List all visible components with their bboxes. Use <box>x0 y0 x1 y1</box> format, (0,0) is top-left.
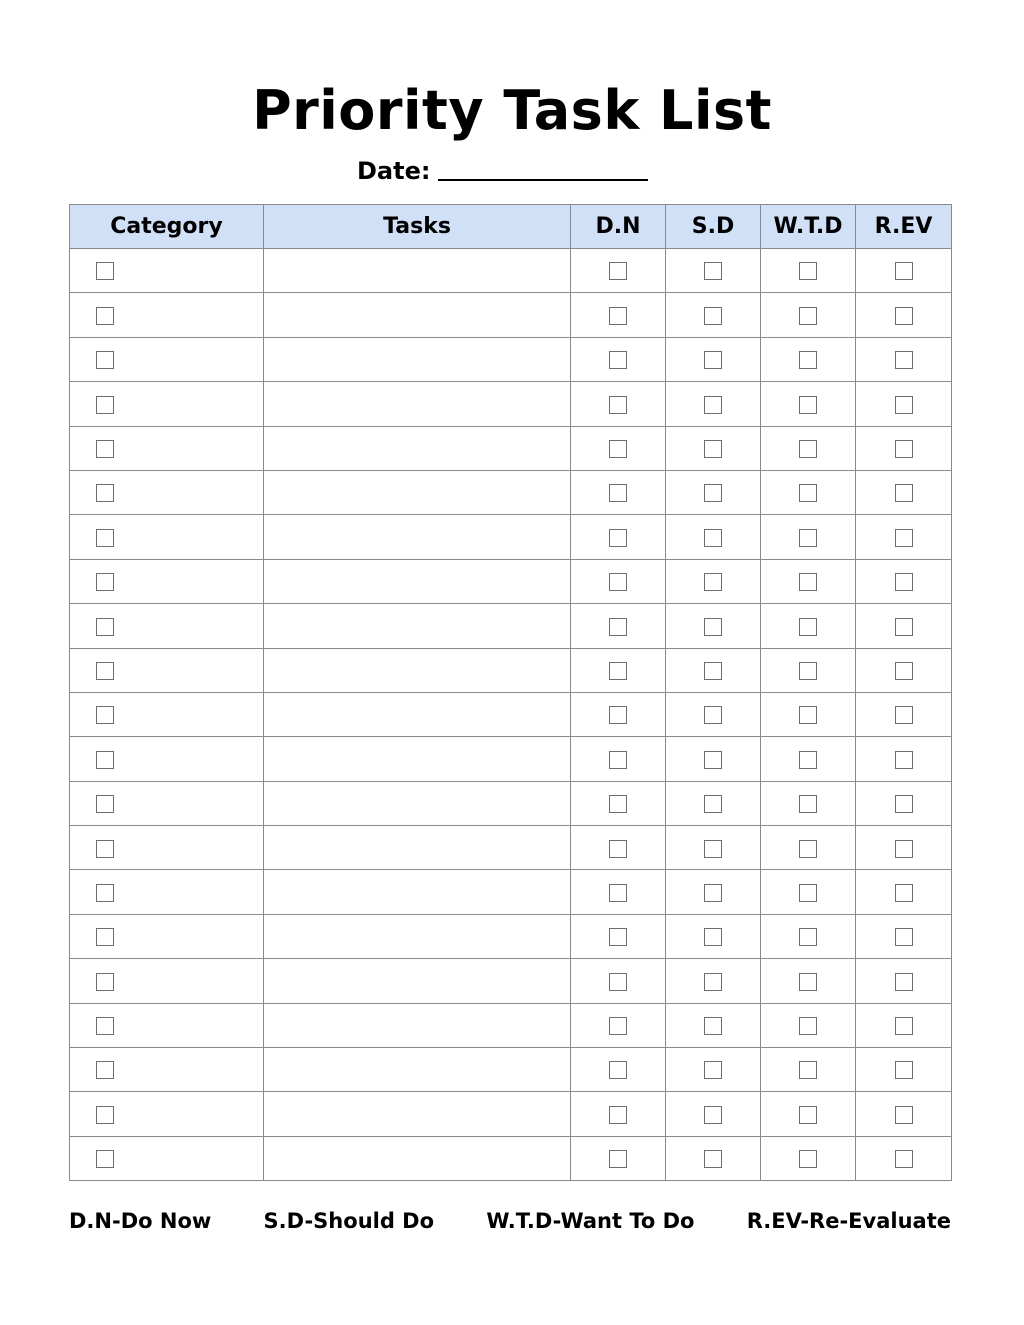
should-do-cell <box>666 337 761 381</box>
should-do-checkbox[interactable] <box>704 884 722 902</box>
do-now-checkbox[interactable] <box>609 795 627 813</box>
date-input-line[interactable] <box>438 179 648 181</box>
should-do-checkbox[interactable] <box>704 840 722 858</box>
category-checkbox[interactable] <box>96 1106 114 1124</box>
category-cell <box>70 1048 264 1092</box>
category-cell <box>70 470 264 514</box>
table-row <box>70 382 952 426</box>
category-cell <box>70 249 264 293</box>
category-checkbox[interactable] <box>96 351 114 369</box>
should-do-cell <box>666 870 761 914</box>
category-cell <box>70 293 264 337</box>
re-evaluate-cell <box>856 870 952 914</box>
header-tasks: Tasks <box>264 205 571 249</box>
re-evaluate-cell <box>856 737 952 781</box>
category-checkbox[interactable] <box>96 484 114 502</box>
table-row <box>70 914 952 958</box>
should-do-cell <box>666 382 761 426</box>
table-row <box>70 249 952 293</box>
category-checkbox[interactable] <box>96 1061 114 1079</box>
should-do-cell <box>666 959 761 1003</box>
should-do-cell <box>666 1092 761 1136</box>
task-cell[interactable] <box>264 1136 571 1180</box>
want-to-do-cell <box>761 1003 856 1047</box>
do-now-checkbox[interactable] <box>609 618 627 636</box>
should-do-checkbox[interactable] <box>704 440 722 458</box>
want-to-do-checkbox[interactable] <box>799 351 817 369</box>
want-to-do-checkbox[interactable] <box>799 795 817 813</box>
should-do-checkbox[interactable] <box>704 1150 722 1168</box>
do-now-cell <box>571 470 666 514</box>
category-cell <box>70 781 264 825</box>
task-cell[interactable] <box>264 293 571 337</box>
category-cell <box>70 959 264 1003</box>
do-now-cell <box>571 1003 666 1047</box>
want-to-do-checkbox[interactable] <box>799 396 817 414</box>
do-now-cell <box>571 426 666 470</box>
category-checkbox[interactable] <box>96 662 114 680</box>
do-now-checkbox[interactable] <box>609 706 627 724</box>
want-to-do-cell <box>761 692 856 736</box>
want-to-do-cell <box>761 781 856 825</box>
task-cell[interactable] <box>264 515 571 559</box>
should-do-cell <box>666 470 761 514</box>
legend <box>69 1206 951 1236</box>
should-do-checkbox[interactable] <box>704 795 722 813</box>
re-evaluate-checkbox[interactable] <box>895 618 913 636</box>
want-to-do-cell <box>761 382 856 426</box>
category-checkbox[interactable] <box>96 884 114 902</box>
task-cell[interactable] <box>264 337 571 381</box>
task-cell[interactable] <box>264 959 571 1003</box>
want-to-do-cell <box>761 470 856 514</box>
should-do-checkbox[interactable] <box>704 396 722 414</box>
header-want-to-do: W.T.D <box>761 205 856 249</box>
should-do-cell <box>666 604 761 648</box>
re-evaluate-checkbox[interactable] <box>895 484 913 502</box>
want-to-do-checkbox[interactable] <box>799 573 817 591</box>
table-row <box>70 870 952 914</box>
want-to-do-checkbox[interactable] <box>799 618 817 636</box>
category-cell <box>70 382 264 426</box>
task-cell[interactable] <box>264 382 571 426</box>
want-to-do-checkbox[interactable] <box>799 307 817 325</box>
task-cell[interactable] <box>264 914 571 958</box>
category-cell <box>70 337 264 381</box>
category-cell <box>70 559 264 603</box>
re-evaluate-cell <box>856 1048 952 1092</box>
do-now-cell <box>571 1092 666 1136</box>
do-now-cell <box>571 737 666 781</box>
re-evaluate-cell <box>856 293 952 337</box>
want-to-do-cell <box>761 826 856 870</box>
table-row <box>70 692 952 736</box>
category-checkbox[interactable] <box>96 1150 114 1168</box>
do-now-cell <box>571 648 666 692</box>
table-row <box>70 470 952 514</box>
task-cell[interactable] <box>264 648 571 692</box>
want-to-do-cell <box>761 426 856 470</box>
page-title: Priority Task List <box>252 79 772 142</box>
task-cell[interactable] <box>264 826 571 870</box>
re-evaluate-checkbox[interactable] <box>895 706 913 724</box>
do-now-cell <box>571 692 666 736</box>
category-cell <box>70 604 264 648</box>
table-row <box>70 515 952 559</box>
should-do-checkbox[interactable] <box>704 1017 722 1035</box>
task-cell[interactable] <box>264 692 571 736</box>
category-cell <box>70 692 264 736</box>
want-to-do-cell <box>761 914 856 958</box>
want-to-do-cell <box>761 604 856 648</box>
re-evaluate-cell <box>856 559 952 603</box>
do-now-checkbox[interactable] <box>609 262 627 280</box>
do-now-checkbox[interactable] <box>609 1150 627 1168</box>
want-to-do-cell <box>761 1136 856 1180</box>
table-row <box>70 1048 952 1092</box>
re-evaluate-cell <box>856 959 952 1003</box>
want-to-do-checkbox[interactable] <box>799 1106 817 1124</box>
want-to-do-cell <box>761 737 856 781</box>
table-row <box>70 648 952 692</box>
re-evaluate-cell <box>856 337 952 381</box>
re-evaluate-cell <box>856 382 952 426</box>
do-now-cell <box>571 959 666 1003</box>
task-cell[interactable] <box>264 1092 571 1136</box>
do-now-cell <box>571 870 666 914</box>
should-do-cell <box>666 648 761 692</box>
table-row <box>70 1092 952 1136</box>
do-now-cell <box>571 515 666 559</box>
category-checkbox[interactable] <box>96 440 114 458</box>
want-to-do-cell <box>761 515 856 559</box>
category-checkbox[interactable] <box>96 840 114 858</box>
want-to-do-checkbox[interactable] <box>799 662 817 680</box>
task-cell[interactable] <box>264 559 571 603</box>
do-now-cell <box>571 559 666 603</box>
re-evaluate-checkbox[interactable] <box>895 928 913 946</box>
should-do-cell <box>666 914 761 958</box>
table-row <box>70 826 952 870</box>
want-to-do-checkbox[interactable] <box>799 1017 817 1035</box>
category-cell <box>70 1003 264 1047</box>
want-to-do-checkbox[interactable] <box>799 440 817 458</box>
table-row <box>70 604 952 648</box>
should-do-cell <box>666 692 761 736</box>
category-cell <box>70 1136 264 1180</box>
task-cell[interactable] <box>264 1003 571 1047</box>
header-should-do: S.D <box>666 205 761 249</box>
header-do-now: D.N <box>571 205 666 249</box>
re-evaluate-cell <box>856 426 952 470</box>
re-evaluate-cell <box>856 1003 952 1047</box>
should-do-checkbox[interactable] <box>704 573 722 591</box>
do-now-checkbox[interactable] <box>609 484 627 502</box>
should-do-checkbox[interactable] <box>704 618 722 636</box>
task-cell[interactable] <box>264 870 571 914</box>
do-now-checkbox[interactable] <box>609 307 627 325</box>
task-table <box>69 204 952 1181</box>
want-to-do-checkbox[interactable] <box>799 928 817 946</box>
should-do-checkbox[interactable] <box>704 1061 722 1079</box>
category-cell <box>70 648 264 692</box>
re-evaluate-checkbox[interactable] <box>895 396 913 414</box>
re-evaluate-cell <box>856 692 952 736</box>
category-checkbox[interactable] <box>96 396 114 414</box>
category-checkbox[interactable] <box>96 706 114 724</box>
should-do-cell <box>666 826 761 870</box>
table-row <box>70 1003 952 1047</box>
do-now-checkbox[interactable] <box>609 573 627 591</box>
table-row <box>70 781 952 825</box>
task-cell[interactable] <box>264 737 571 781</box>
re-evaluate-checkbox[interactable] <box>895 795 913 813</box>
re-evaluate-cell <box>856 515 952 559</box>
want-to-do-cell <box>761 559 856 603</box>
do-now-checkbox[interactable] <box>609 396 627 414</box>
re-evaluate-checkbox[interactable] <box>895 440 913 458</box>
re-evaluate-checkbox[interactable] <box>895 351 913 369</box>
want-to-do-cell <box>761 959 856 1003</box>
table-row <box>70 1136 952 1180</box>
should-do-checkbox[interactable] <box>704 484 722 502</box>
do-now-checkbox[interactable] <box>609 751 627 769</box>
want-to-do-cell <box>761 648 856 692</box>
date-label: Date: <box>357 157 431 185</box>
want-to-do-checkbox[interactable] <box>799 1150 817 1168</box>
re-evaluate-cell <box>856 470 952 514</box>
task-cell[interactable] <box>264 470 571 514</box>
do-now-checkbox[interactable] <box>609 840 627 858</box>
want-to-do-checkbox[interactable] <box>799 751 817 769</box>
should-do-cell <box>666 293 761 337</box>
task-cell[interactable] <box>264 249 571 293</box>
table-row <box>70 737 952 781</box>
should-do-checkbox[interactable] <box>704 307 722 325</box>
task-cell[interactable] <box>264 1048 571 1092</box>
legend-want-to-do: W.T.D-Want To Do <box>486 1209 695 1233</box>
should-do-cell <box>666 515 761 559</box>
want-to-do-checkbox[interactable] <box>799 529 817 547</box>
re-evaluate-checkbox[interactable] <box>895 1017 913 1035</box>
should-do-cell <box>666 249 761 293</box>
task-table-body <box>70 249 952 1181</box>
re-evaluate-cell <box>856 249 952 293</box>
table-row <box>70 293 952 337</box>
re-evaluate-cell <box>856 1136 952 1180</box>
re-evaluate-checkbox[interactable] <box>895 973 913 991</box>
do-now-checkbox[interactable] <box>609 440 627 458</box>
category-checkbox[interactable] <box>96 1017 114 1035</box>
should-do-checkbox[interactable] <box>704 351 722 369</box>
re-evaluate-checkbox[interactable] <box>895 884 913 902</box>
category-cell <box>70 515 264 559</box>
do-now-cell <box>571 293 666 337</box>
should-do-cell <box>666 1048 761 1092</box>
category-cell <box>70 426 264 470</box>
should-do-checkbox[interactable] <box>704 928 722 946</box>
re-evaluate-cell <box>856 781 952 825</box>
legend-re-evaluate: R.EV-Re-Evaluate <box>746 1209 951 1233</box>
re-evaluate-checkbox[interactable] <box>895 1061 913 1079</box>
category-cell <box>70 914 264 958</box>
task-cell[interactable] <box>264 426 571 470</box>
do-now-checkbox[interactable] <box>609 928 627 946</box>
want-to-do-checkbox[interactable] <box>799 262 817 280</box>
should-do-checkbox[interactable] <box>704 1106 722 1124</box>
category-checkbox[interactable] <box>96 529 114 547</box>
table-header-row <box>70 205 952 249</box>
category-cell <box>70 737 264 781</box>
should-do-checkbox[interactable] <box>704 751 722 769</box>
re-evaluate-cell <box>856 1092 952 1136</box>
do-now-cell <box>571 382 666 426</box>
do-now-checkbox[interactable] <box>609 351 627 369</box>
re-evaluate-checkbox[interactable] <box>895 1150 913 1168</box>
should-do-cell <box>666 559 761 603</box>
do-now-checkbox[interactable] <box>609 529 627 547</box>
want-to-do-cell <box>761 293 856 337</box>
re-evaluate-checkbox[interactable] <box>895 662 913 680</box>
want-to-do-checkbox[interactable] <box>799 706 817 724</box>
do-now-cell <box>571 781 666 825</box>
want-to-do-checkbox[interactable] <box>799 840 817 858</box>
should-do-checkbox[interactable] <box>704 662 722 680</box>
re-evaluate-cell <box>856 826 952 870</box>
re-evaluate-checkbox[interactable] <box>895 573 913 591</box>
re-evaluate-checkbox[interactable] <box>895 840 913 858</box>
do-now-checkbox[interactable] <box>609 1061 627 1079</box>
want-to-do-cell <box>761 249 856 293</box>
should-do-cell <box>666 781 761 825</box>
want-to-do-checkbox[interactable] <box>799 884 817 902</box>
want-to-do-cell <box>761 870 856 914</box>
table-row <box>70 337 952 381</box>
should-do-cell <box>666 426 761 470</box>
do-now-cell <box>571 337 666 381</box>
do-now-cell <box>571 249 666 293</box>
category-cell <box>70 870 264 914</box>
do-now-cell <box>571 1048 666 1092</box>
should-do-cell <box>666 1136 761 1180</box>
do-now-checkbox[interactable] <box>609 1017 627 1035</box>
want-to-do-checkbox[interactable] <box>799 973 817 991</box>
table-row <box>70 959 952 1003</box>
re-evaluate-cell <box>856 648 952 692</box>
do-now-cell <box>571 604 666 648</box>
table-row <box>70 426 952 470</box>
want-to-do-checkbox[interactable] <box>799 1061 817 1079</box>
re-evaluate-checkbox[interactable] <box>895 307 913 325</box>
category-checkbox[interactable] <box>96 618 114 636</box>
do-now-cell <box>571 826 666 870</box>
do-now-cell <box>571 1136 666 1180</box>
category-checkbox[interactable] <box>96 307 114 325</box>
re-evaluate-checkbox[interactable] <box>895 262 913 280</box>
table-row <box>70 559 952 603</box>
want-to-do-cell <box>761 1092 856 1136</box>
should-do-checkbox[interactable] <box>704 529 722 547</box>
do-now-checkbox[interactable] <box>609 662 627 680</box>
want-to-do-cell <box>761 1048 856 1092</box>
category-cell <box>70 826 264 870</box>
do-now-cell <box>571 914 666 958</box>
do-now-checkbox[interactable] <box>609 884 627 902</box>
category-cell <box>70 1092 264 1136</box>
category-checkbox[interactable] <box>96 573 114 591</box>
category-checkbox[interactable] <box>96 262 114 280</box>
category-checkbox[interactable] <box>96 795 114 813</box>
should-do-checkbox[interactable] <box>704 973 722 991</box>
do-now-checkbox[interactable] <box>609 973 627 991</box>
category-checkbox[interactable] <box>96 751 114 769</box>
date-row <box>357 154 648 186</box>
should-do-checkbox[interactable] <box>704 262 722 280</box>
task-cell[interactable] <box>264 604 571 648</box>
should-do-cell <box>666 1003 761 1047</box>
re-evaluate-checkbox[interactable] <box>895 1106 913 1124</box>
should-do-cell <box>666 737 761 781</box>
re-evaluate-cell <box>856 604 952 648</box>
legend-do-now: D.N-Do Now <box>69 1209 212 1233</box>
want-to-do-cell <box>761 337 856 381</box>
header-re-evaluate: R.EV <box>856 205 952 249</box>
should-do-checkbox[interactable] <box>704 706 722 724</box>
category-checkbox[interactable] <box>96 928 114 946</box>
re-evaluate-cell <box>856 914 952 958</box>
re-evaluate-checkbox[interactable] <box>895 751 913 769</box>
re-evaluate-checkbox[interactable] <box>895 529 913 547</box>
legend-should-do: S.D-Should Do <box>263 1209 435 1233</box>
category-checkbox[interactable] <box>96 973 114 991</box>
task-cell[interactable] <box>264 781 571 825</box>
header-category: Category <box>70 205 264 249</box>
do-now-checkbox[interactable] <box>609 1106 627 1124</box>
want-to-do-checkbox[interactable] <box>799 484 817 502</box>
